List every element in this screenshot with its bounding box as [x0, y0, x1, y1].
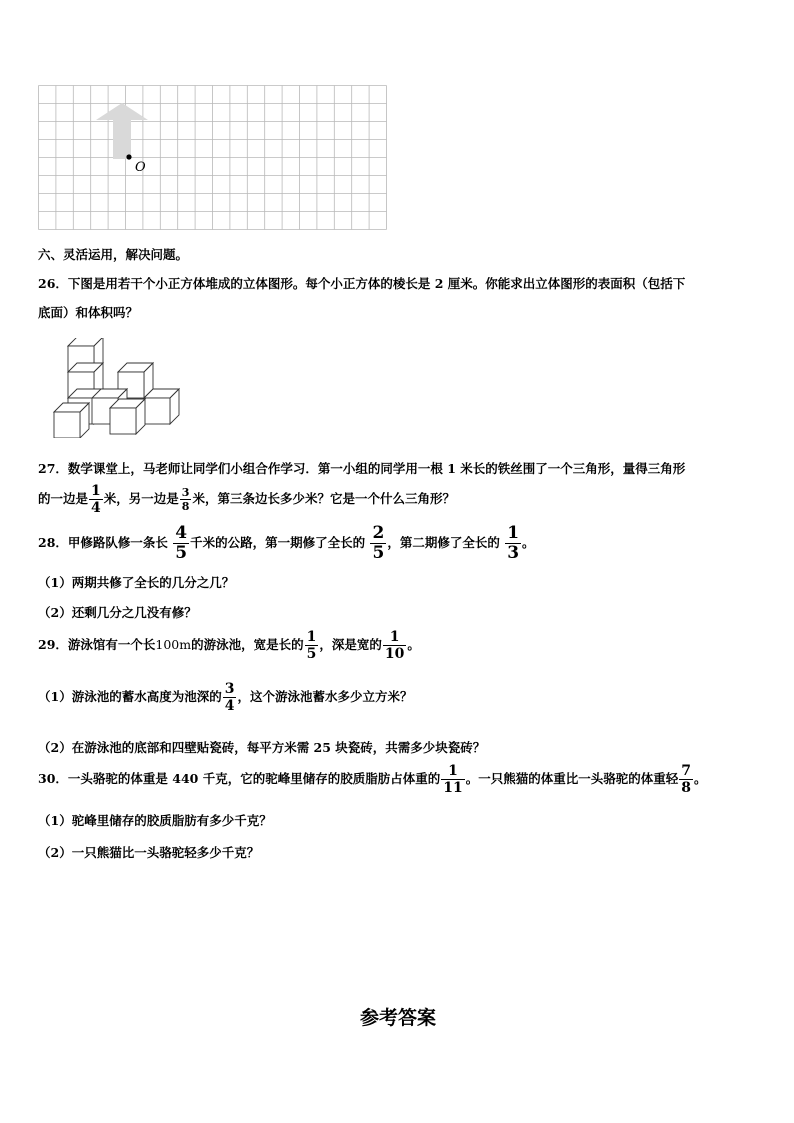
fraction-two-fifths: $\frac{2}{5}$ [372, 523, 385, 563]
q28-sub1: （1）两期共修了全长的几分之几？ [38, 575, 235, 590]
q27-line2 [38, 484, 455, 515]
point-o-label: O [135, 160, 146, 175]
q27-line1: 27．数学课堂上，马老师让同学们小组合作学习．第一小组的同学用一根 1 米长的铁丝围了一个三角形，量得三角形 [38, 461, 686, 476]
answer-title: 参考答案 [360, 1007, 437, 1029]
point-o [126, 154, 131, 159]
q29-sub1-text-b: ，这个游泳池蓄水多少立方米？ [237, 689, 413, 704]
q28-sub2: （2）还剩几分之几没有修？ [38, 605, 197, 620]
q29-line [38, 630, 420, 661]
q30-text-c: 。 [693, 771, 707, 786]
section-six-heading: 六、灵活运用，解决问题。 [38, 247, 189, 262]
q30-sub2: （2）一只熊猫比一头骆驼轻多少千克？ [38, 845, 260, 860]
q30-sub1: （1）驼峰里储存的胶质脂肪有多少千克？ [38, 813, 272, 828]
q29-text-c: ，深是宽的 [319, 637, 382, 652]
q26-line2: 底面）和体积吗？ [38, 305, 139, 320]
q29-sub1-text-a: （1）游泳池的蓄水高度为池深的 [38, 689, 222, 704]
q30-text-a: 30．一头骆驼的体重是 440 千克，它的驼峰里储存的胶质脂肪占体重的 [38, 771, 441, 786]
fraction-four-fifths: $\frac{4}{5}$ [175, 523, 188, 563]
q29-text-a: 29．游泳馆有一个长 [38, 637, 156, 652]
q28-text-a: 28．甲修路队修一条长 [38, 535, 168, 550]
cube-stack-figure [52, 338, 182, 438]
q30-line [38, 764, 706, 795]
q28-text-b: 千米的公路，第一期修了全长的 [190, 535, 366, 550]
q29-text-b: 的游泳池，宽是长的 [191, 637, 304, 652]
cube [110, 399, 145, 434]
grid-figure [38, 85, 388, 233]
fraction-three-eighths: $\frac{3}{8}$ [181, 486, 190, 513]
fraction-one-fifth: $\frac{1}{5}$ [306, 629, 317, 662]
q27-text-b: 米，另一边是 [103, 491, 179, 506]
fraction-seven-eighths: $\frac{7}{8}$ [681, 763, 691, 796]
grid-lines [39, 86, 387, 230]
fraction-one-quarter: $\frac{1}{4}$ [91, 483, 101, 516]
q29-sub2: （2）在游泳池的底部和四壁贴瓷砖，每平方米需 25 块瓷砖，共需多少块瓷砖？ [38, 740, 486, 755]
fraction-one-tenth: $\frac{1}{10}$ [384, 629, 405, 662]
arrow-shape [96, 103, 148, 159]
q30-text-b: 。一只熊猫的体重比一头骆驼的体重轻 [465, 771, 679, 786]
q28-text-d: 。 [522, 535, 535, 550]
q27-text-a: 的一边是 [38, 491, 89, 506]
q26-line1: 26．下图是用若干个小正方体堆成的立体图形。每个小正方体的棱长是 2 厘米。你能求出立体图形的表面积（包括下 [38, 276, 686, 291]
q28-line [38, 525, 535, 562]
fraction-one-eleventh: $\frac{1}{11}$ [443, 763, 463, 796]
q29-sub1 [38, 682, 412, 713]
q29-text-d: 。 [407, 637, 420, 652]
cube [54, 403, 89, 438]
q27-text-c: 米，第三条边长多少米？它是一个什么三角形？ [192, 491, 455, 506]
q28-text-c: ，第二期修了全长的 [387, 535, 500, 550]
cube [144, 389, 179, 424]
q29-length: 100m [155, 637, 192, 652]
cubes [54, 338, 179, 438]
fraction-one-third: $\frac{1}{3}$ [507, 523, 520, 563]
fraction-three-quarters: $\frac{3}{4}$ [224, 681, 235, 714]
